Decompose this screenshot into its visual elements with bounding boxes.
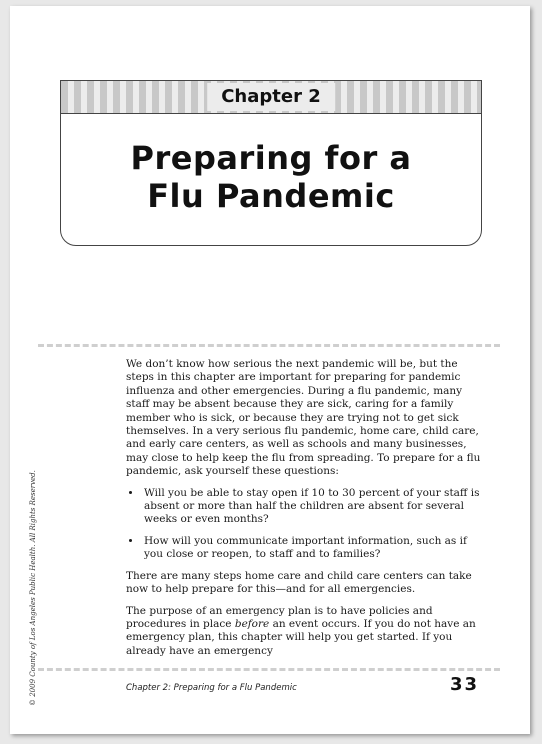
emphasis-before: before — [234, 617, 270, 630]
paragraph-purpose — [126, 605, 486, 659]
paragraph-purpose-part-1: The purpose of an emergency plan is to have policies and procedures in place — [126, 604, 433, 630]
question-item: • Will you be able to stay open if 10 to 30 percent of your staff is absent or more than half the children are absent for several weeks or even months? — [142, 487, 486, 527]
paragraph-intro: We don’t know how serious the next pandemic will be, but the steps in this chapter are important for preparing for pandemic influenza and other emergencies. During a flu pandemic, many staff may be absent because they are sick, caring for a family member who is sick, or because they are trying not to get sick themselves. In a very serious flu pandemic, home care, child care, and early care centers, as well as schools and many businesses, may close to help keep the flu from spreading. To prepare for a flu pandemic, ask yourself these questions: — [126, 358, 481, 478]
footer-chapter-label: Chapter 2: Preparing for a Flu Pandemic — [126, 683, 297, 693]
chapter-title — [61, 139, 481, 215]
chapter-band — [61, 81, 481, 114]
question-list — [126, 487, 486, 562]
chapter-header-box — [60, 80, 482, 246]
paragraph-steps: There are many steps home care and child care centers can take now to help prepare for this—and for all emergencies. — [126, 569, 472, 596]
chapter-title-line-2: Flu Pandemic — [147, 177, 395, 215]
body-text — [126, 358, 486, 666]
chapter-label: Chapter 2 — [207, 83, 335, 111]
paragraph-purpose-part-2: an event occurs. If you do not have an emergency plan, this chapter will help you get started. If you already have an emergency — [126, 617, 476, 657]
question-item: • How will you communicate important information, such as if you close or reopen, to staff and to families? — [142, 535, 486, 562]
copyright-note: © 2009 County of Los Angeles Public Health. All Rights Reserved. — [29, 470, 37, 706]
page-number: 33 — [450, 674, 480, 695]
top-dashed-rule — [38, 344, 500, 347]
document-page — [10, 6, 530, 734]
chapter-title-line-1: Preparing for a — [130, 139, 412, 177]
bottom-dashed-rule — [38, 668, 500, 671]
